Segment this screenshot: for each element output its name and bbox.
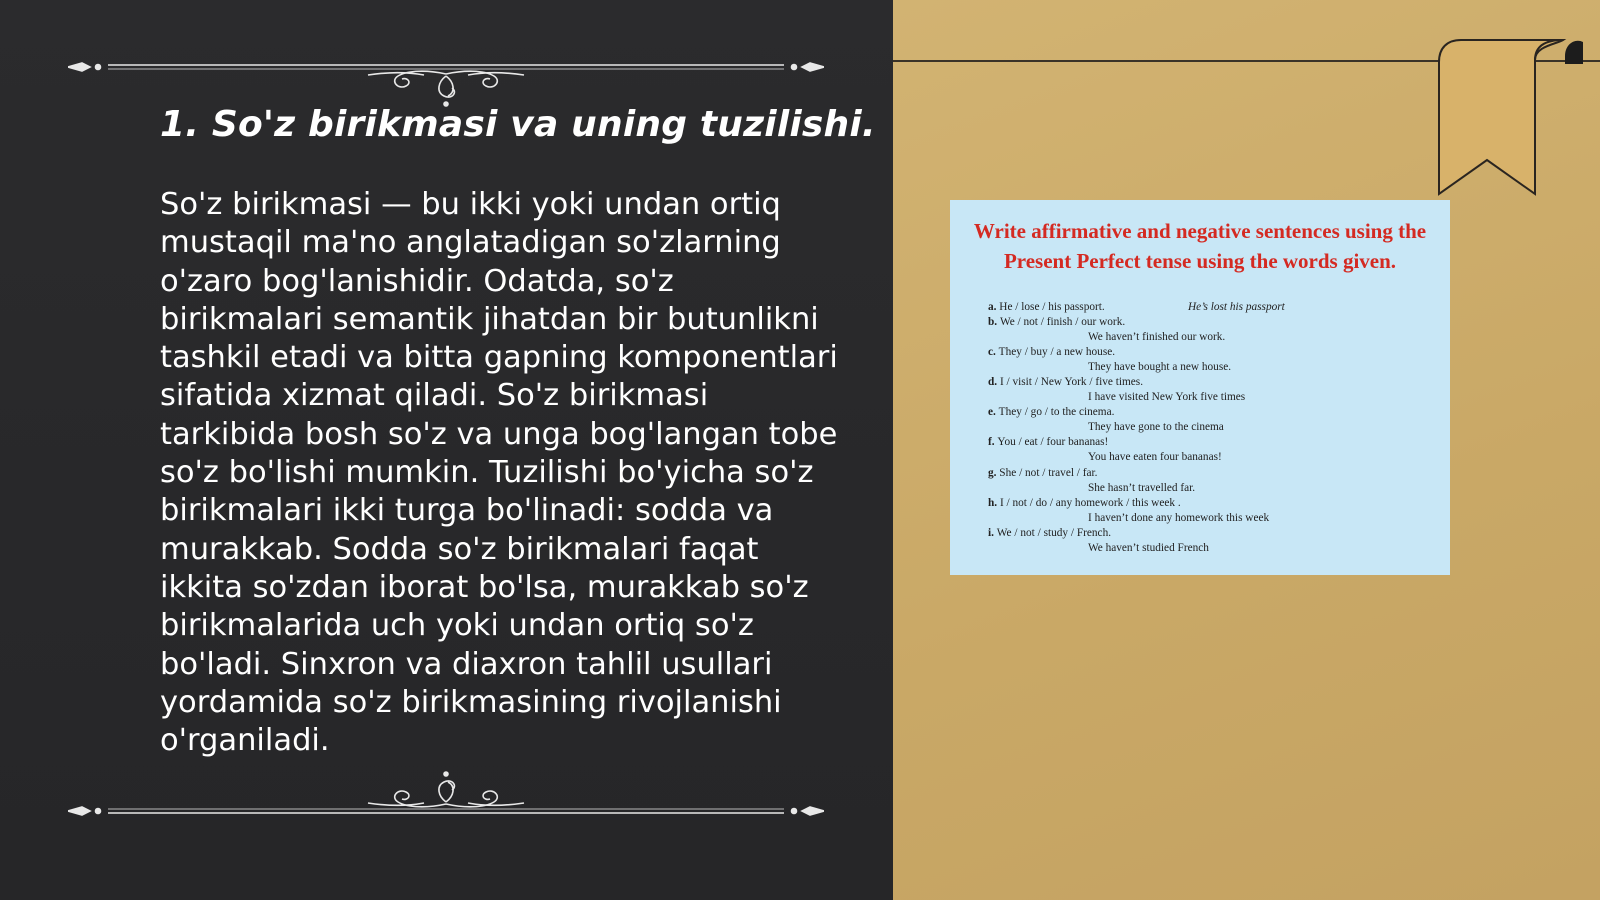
worksheet-item-answer: They have bought a new house. — [1088, 361, 1232, 374]
worksheet-title: Write affirmative and negative sentences using the Present Perfect tense using the words given. — [973, 219, 1427, 273]
worksheet-item-answer: You have eaten four bananas! — [1088, 451, 1222, 464]
worksheet-item — [988, 300, 1428, 315]
worksheet-item-letter: c. — [988, 346, 999, 359]
worksheet-item — [988, 526, 1428, 541]
worksheet-item-letter: e. — [988, 406, 999, 419]
worksheet-item-letter: i. — [988, 526, 997, 539]
worksheet-item-letter: b. — [988, 316, 1000, 329]
slide-heading: 1. So'z birikmasi va uning tuzilishi. — [160, 104, 876, 145]
worksheet-item — [988, 435, 1428, 450]
worksheet-item-answer: We haven’t studied French — [1088, 541, 1209, 554]
worksheet-item-answer: We haven’t finished our work. — [1088, 331, 1226, 344]
worksheet-item-letter: h. — [988, 496, 1000, 509]
bottom-flourish-divider — [68, 770, 824, 830]
worksheet-item-prompt: I / visit / New York / five times. — [999, 376, 1144, 389]
worksheet-item-letter: g. — [988, 466, 1000, 479]
slide-body-text: So'z birikmasi — bu ikki yoki undan ortiq mustaqil ma'no anglatadigan so'zlarning o'zaro bog'lanishidir. Odatda, so'z birikmalari semantik jihatdan bir butunlikni tashkil etadi va bitta gapning komponentlari sifatida xizmat qiladi. So'z birikmasi tarkibida bosh so'z va unga bog'langan tobe so'z bo'lishi mumkin. Tuzilishi bo'yicha so'z birikmalari ikki turga bo'linadi: sodda va murakkab. Sodda so'z birikmalari faqat ikkita so'zdan iborat bo'lsa, murakkab so'z birikmalarida uch yoki undan ortiq so'z bo'ladi. Sinxron va diaxron tahlil usullari yordamida so'z birikmasining rivojlanishi o'rganiladi. — [160, 187, 838, 759]
worksheet-item — [988, 496, 1428, 511]
worksheet-item-letter: a. — [988, 301, 1000, 313]
worksheet-item-prompt: I / not / do / any homework / this week . — [999, 496, 1181, 509]
worksheet-item-answer: I haven’t done any homework this week — [1088, 511, 1270, 524]
worksheet-item — [988, 405, 1428, 420]
worksheet-exercise-list — [988, 300, 1428, 556]
worksheet-item-prompt: We / not / finish / our work. — [999, 316, 1126, 329]
worksheet-item-prompt: He / lose / his passport. — [999, 301, 1105, 313]
top-flourish-divider — [68, 48, 824, 108]
worksheet-item-answer: They have gone to the cinema — [1088, 421, 1224, 434]
worksheet-item-letter: d. — [988, 376, 1000, 389]
worksheet-item — [988, 345, 1428, 360]
worksheet-item-answer: He’s lost his passport — [1188, 301, 1285, 313]
bookmark-ribbon-icon — [1435, 36, 1585, 196]
worksheet-item-answer: She hasn’t travelled far. — [1088, 481, 1196, 494]
worksheet-item-prompt: She / not / travel / far. — [999, 466, 1098, 479]
worksheet-item-prompt: They / go / to the cinema. — [998, 406, 1115, 419]
worksheet-image — [950, 200, 1450, 575]
worksheet-item — [988, 466, 1428, 481]
worksheet-item — [988, 315, 1428, 330]
worksheet-item-prompt: We / not / study / French. — [996, 526, 1112, 539]
worksheet-item-prompt: They / buy / a new house. — [998, 346, 1116, 359]
worksheet-item-letter: f. — [988, 436, 998, 449]
worksheet-item-prompt: You / eat / four bananas! — [997, 436, 1109, 449]
worksheet-item-answer: I have visited New York five times — [1088, 391, 1246, 404]
worksheet-item — [988, 375, 1428, 390]
